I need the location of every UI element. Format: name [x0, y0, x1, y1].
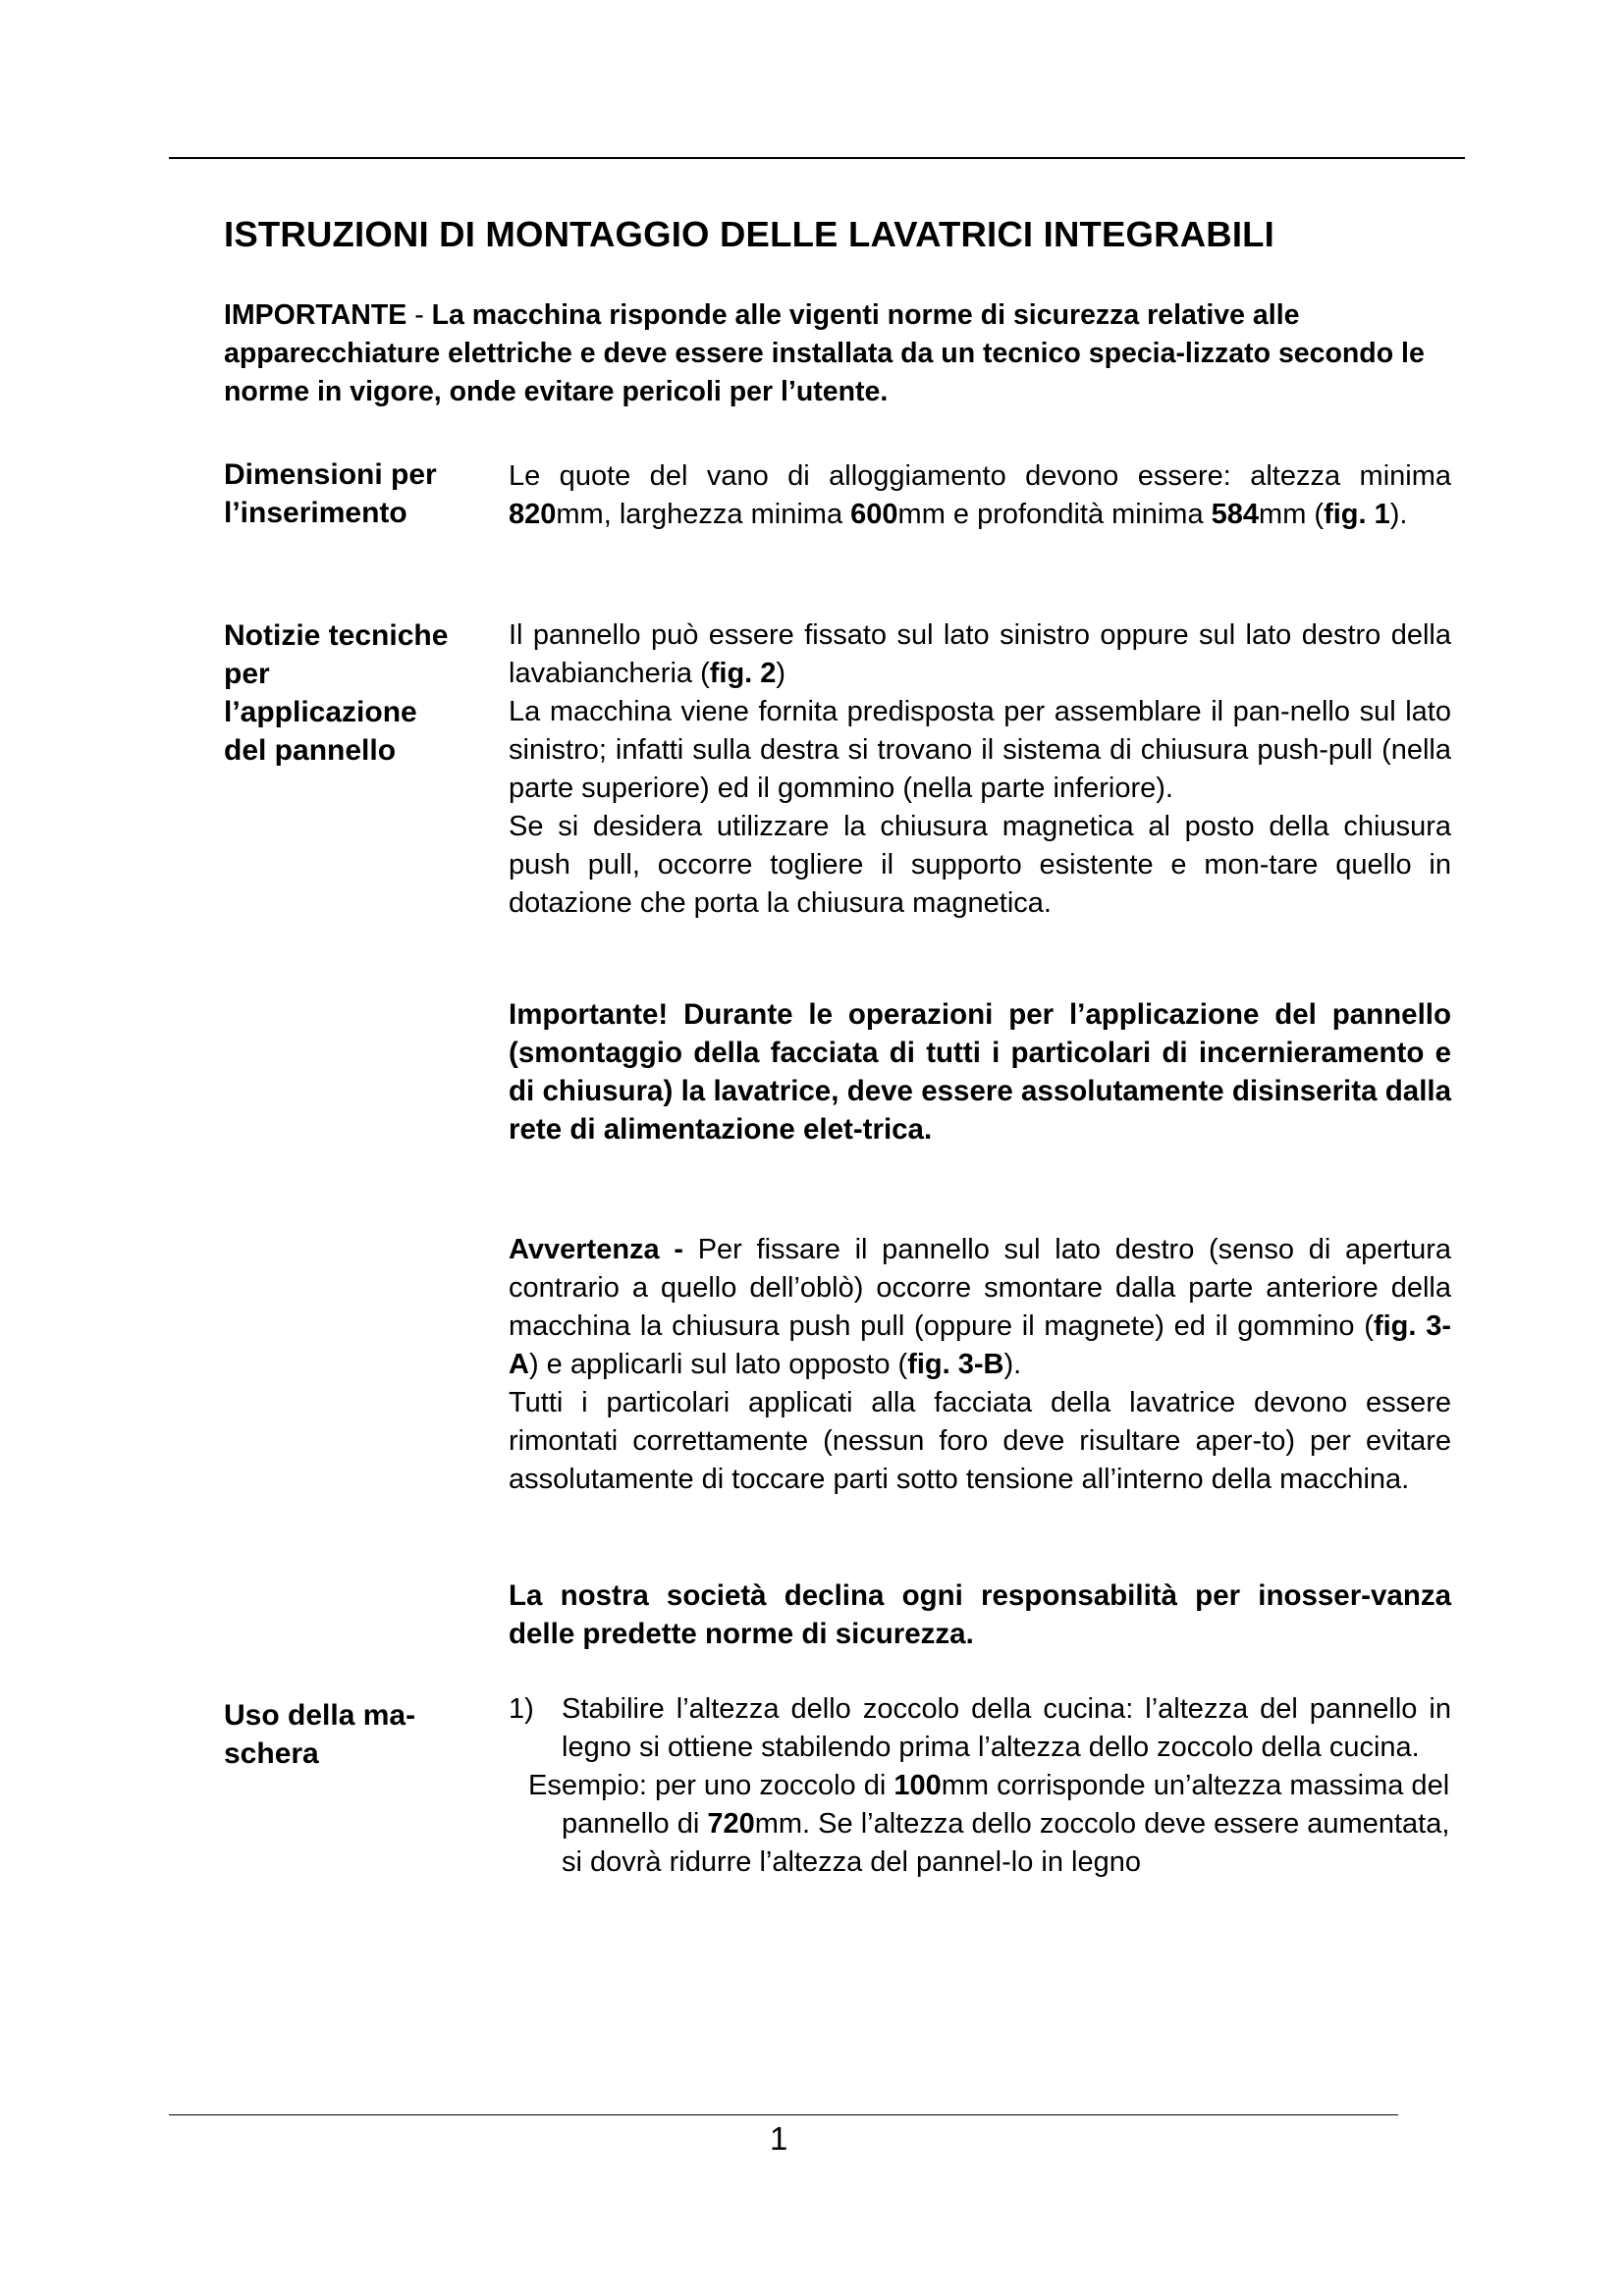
section-label-dimensions: Dimensioni per l’inserimento [224, 458, 437, 529]
template-step-1 [509, 1690, 1451, 1882]
important-label: IMPORTANTE [224, 299, 407, 331]
dimensions-text: Le quote del vano di alloggiamento devono essere: altezza minima 820mm, larghezza minima 600mm e profondità minima 584mm (fig. 1). [509, 460, 1451, 530]
warning-text: Avvertenza - Per fissare il pannello sul lato destro (senso di apertura contrario a quello dell’oblò) occorre smontare dalla parte anteriore della macchina la chiusura push pull (oppure il magnete) ed il gommino (fig. 3-A) e applicarli sul lato opposto (fig. 3-B). Tutti i particolari applicati alla facciata della lavatrice devono essere rimontati correttamente (nessun foro deve risultare aper-to) per evitare assolutamente di toccare parti sotto tensione all’interno della macchina. [509, 1234, 1452, 1495]
section-label-template-use: Uso della ma- schera [224, 1699, 416, 1770]
important-separator: - [406, 299, 432, 331]
bottom-rule [169, 2114, 1398, 2115]
page-number: 1 [770, 2120, 788, 2157]
section-label-technical-notes: Notizie tecniche per l’applicazione del pannello [224, 619, 449, 767]
step-number: 1) [509, 1693, 534, 1725]
step-text: Stabilire l’altezza dello zoccolo della cucina: l’altezza del pannello in legno si ottiene stabilendo prima l’altezza dello zoccolo della cucina. [562, 1693, 1451, 1763]
important-notice [224, 296, 1453, 411]
important-warning: Importante! Durante le operazioni per l’applicazione del pannello (smontaggio della facciata di tutti i particolari di incernieramento e di chiusura) la lavatrice, deve essere assolutamente disinserita dalla rete di alimentazione elet-trica. [509, 998, 1451, 1146]
technical-notes-text: Il pannello può essere fissato sul lato sinistro oppure sul lato destro della lavabiancheria (fig. 2) La macchina viene fornita predisposta per assemblare il pan-nello sul lato sinistro; infatti sulla destra si trovano il sistema di chiusura push-pull (nella parte superiore) ed il gommino (nella parte inferiore). Se si desidera utilizzare la chiusura magnetica al posto della chiusura push pull, occorre togliere il supporto esistente e mon-tare quello in dotazione che porta la chiusura magnetica. [509, 619, 1451, 919]
top-rule [169, 157, 1465, 159]
example-text: Esempio: per uno zoccolo di 100mm corrisponde un’altezza massima del pannello di 720mm. Se l’altezza dello zoccolo deve essere aumentata, si dovrà ridurre l’altezza del pannel-lo in legno [528, 1770, 1450, 1878]
important-text: La macchina risponde alle vigenti norme di sicurezza relative alle apparecchiature elettriche e deve essere installata da un tecnico specia-lizzato secondo le norme in vigore, onde evitare pericoli per l’utente. [224, 299, 1425, 407]
disclaimer-text: La nostra società declina ogni responsabilità per inosser-vanza delle predette norme di sicurezza. [509, 1579, 1451, 1650]
document-title: ISTRUZIONI DI MONTAGGIO DELLE LAVATRICI INTEGRABILI [224, 214, 1275, 254]
